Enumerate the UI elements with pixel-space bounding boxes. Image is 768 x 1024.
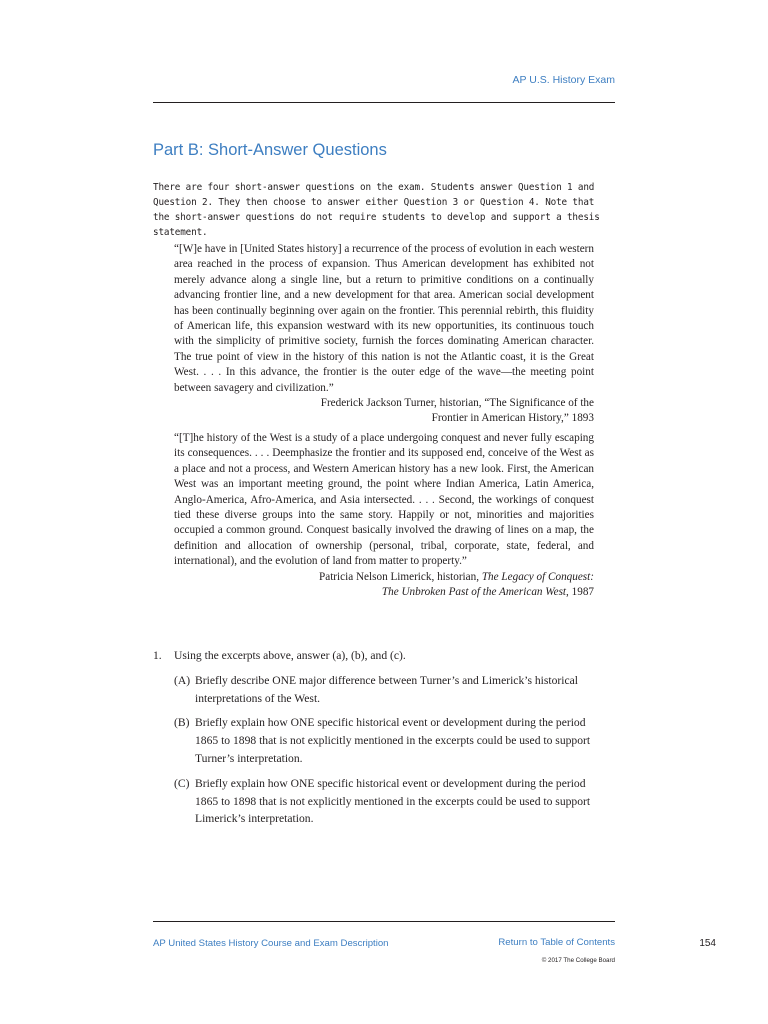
- question-stem-text: Using the excerpts above, answer (a), (b), and (c).: [174, 649, 406, 662]
- excerpt-turner: [174, 242, 594, 427]
- question-block: [153, 647, 613, 835]
- part-letter: (B): [174, 716, 190, 730]
- excerpt-quote: “[T]he history of the West is a study of a place undergoing conquest and never fully escaping its consequences. . . . Deemphasize the frontier and its supposed end, conceive of the West as a place and not a process, and Western American history has a new look. First, the American West was an important meeting ground, the point where Indian America, Latin America, Anglo-America, Afro-America, and Asia intersected. . . . Second, the workings of conquest tied these diverse groups into the same story. Happily or not, minorities and majorities occupied a common ground. Conquest basically involved the drawing of lines on a map, the definition and allocation of ownership (personal, tribal, corporate, state, federal, and international), and the evolution of land from matter to property.”: [174, 431, 594, 568]
- excerpt-quote: “[W]e have in [United States history] a recurrence of the process of evolution in each western area reached in the process of expansion. Thus American development has exhibited not merely advance along a single line, but a return to primitive conditions on a continually advancing frontier line, and a new development for that area. American social development has been continually beginning over again on the frontier. This perennial rebirth, this fluidity of American life, this expansion westward with its new opportunities, its continuous touch with the simplicity of primitive society, furnish the forces dominating American character. The true point of view in the history of this nation is not the Atlantic coast, it is the Great West. . . . In this advance, the frontier is the outer edge of the wave—the meeting point between savagery and civilization.”: [174, 243, 594, 394]
- part-text: Briefly explain how ONE specific historical event or development during the period 1865 to 1898 that is not explicitly mentioned in the excerpts could be used to support Turner’s interpretation.: [195, 716, 591, 765]
- excerpts-block: [174, 242, 594, 600]
- excerpt-citation: [174, 570, 594, 601]
- citation-author: Patricia Nelson Limerick, historian,: [319, 570, 482, 583]
- question-part-a: [174, 672, 613, 708]
- part-letter: (A): [174, 673, 191, 687]
- excerpt-citation: [174, 396, 594, 427]
- citation-book-title: The Legacy of Conquest:: [481, 570, 594, 583]
- section-intro: There are four short-answer questions on the exam. Students answer Question 1 and Question 2. They then choose to answer either Question 3 or Question 4. Note that the short-answer questions do not require students to develop and support a thesis statement.: [153, 182, 600, 238]
- question-part-b: [174, 714, 613, 767]
- copyright-notice: © 2017 The College Board: [541, 957, 615, 964]
- return-to-toc-link[interactable]: Return to Table of Contents: [498, 937, 615, 948]
- exam-header-label: AP U.S. History Exam: [512, 74, 615, 86]
- excerpt-limerick: [174, 431, 594, 600]
- citation-line: Frontier in American History,” 1893: [431, 412, 594, 425]
- footer-divider: [153, 921, 615, 922]
- header-divider: [153, 102, 615, 103]
- part-letter: (C): [174, 776, 190, 790]
- citation-year: , 1987: [566, 585, 594, 598]
- part-text: Briefly describe ONE major difference between Turner’s and Limerick’s historical interpretations of the West.: [195, 673, 579, 705]
- question-subparts: [174, 672, 613, 828]
- citation-book-title: The Unbroken Past of the American West: [381, 585, 567, 598]
- question-part-c: [174, 775, 613, 828]
- question-stem: [153, 647, 613, 665]
- part-text: Briefly explain how ONE specific historical event or development during the period 1865 to 1898 that is not explicitly mentioned in the excerpts could be used to support Limerick’s interpretation.: [195, 776, 591, 826]
- question-number: 1.: [153, 649, 162, 662]
- citation-line: Frederick Jackson Turner, historian, “The Significance of the: [320, 397, 594, 410]
- footer-course-title: AP United States History Course and Exam Description: [153, 938, 389, 949]
- page-number: 154: [699, 938, 716, 949]
- section-title: Part B: Short-Answer Questions: [153, 141, 387, 159]
